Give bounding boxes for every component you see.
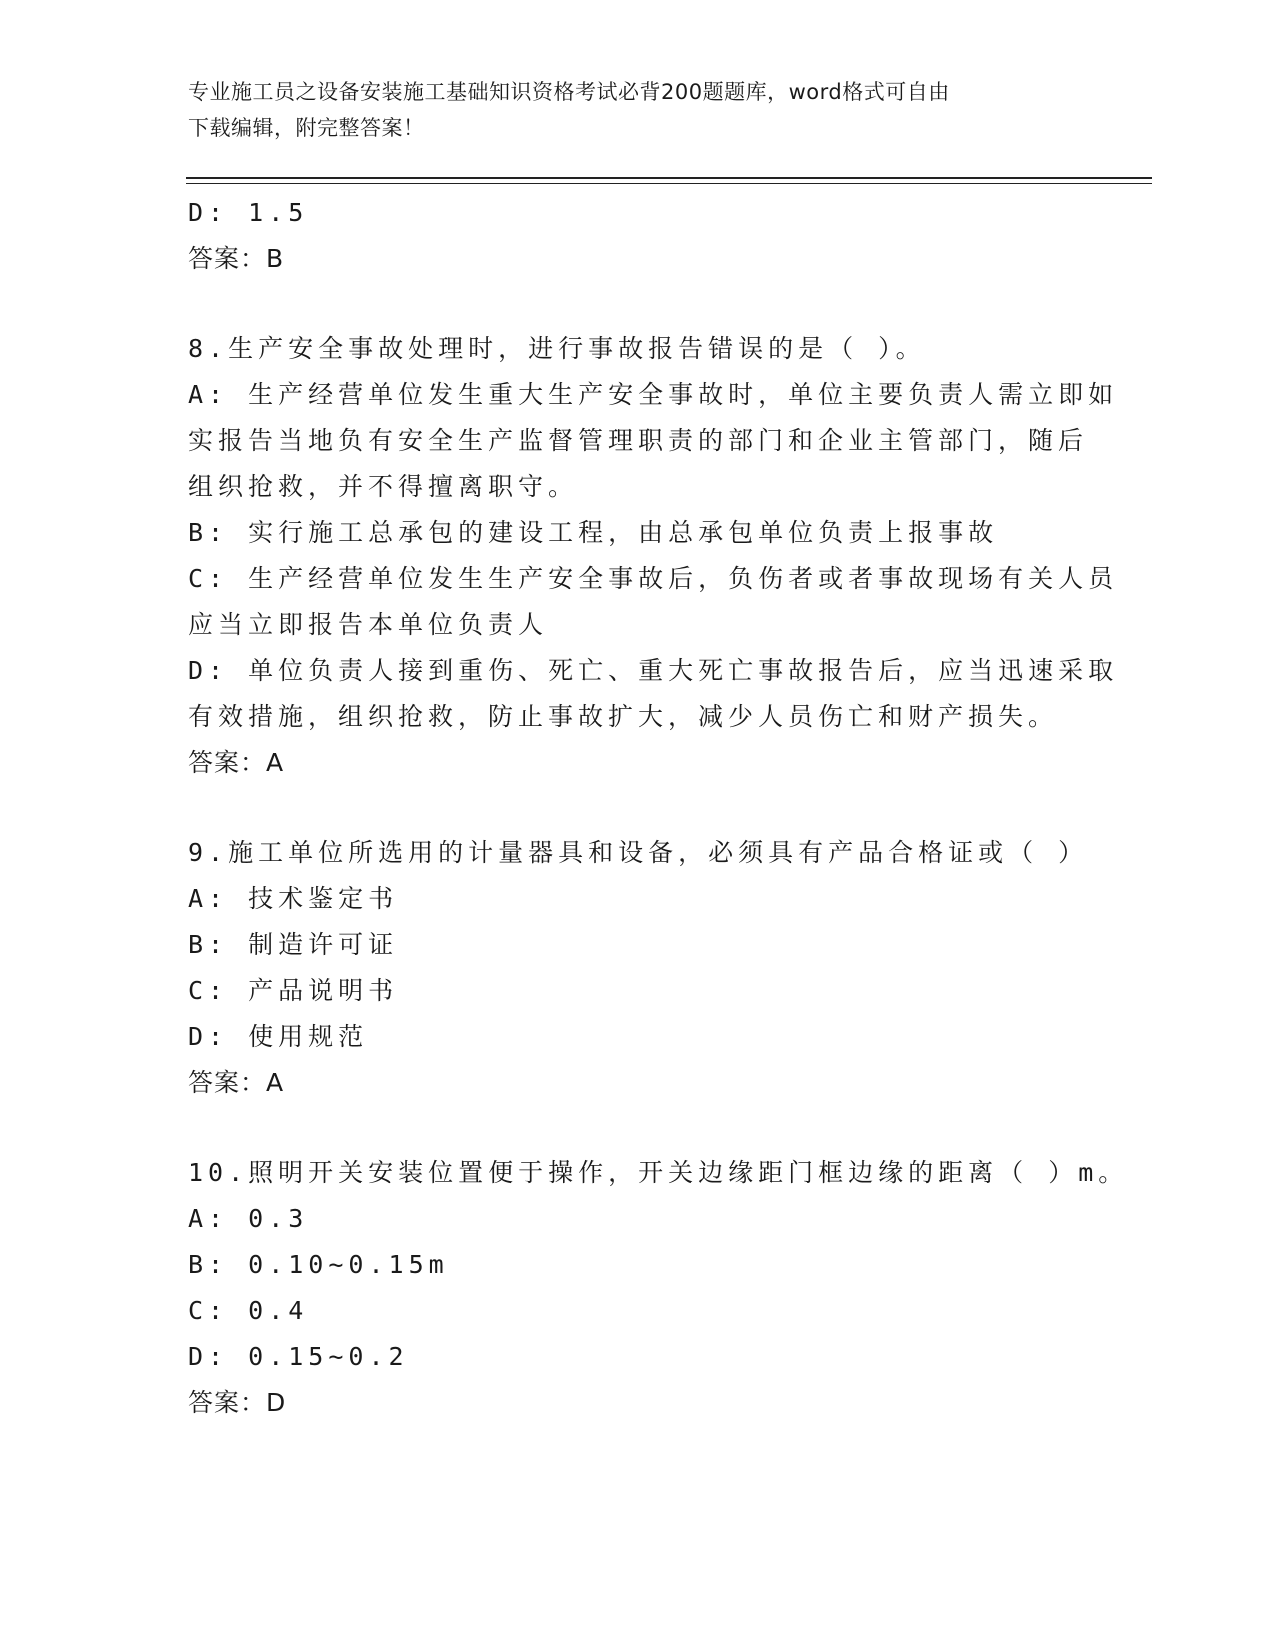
option-c: C: 0.4 (188, 1296, 309, 1325)
option-d-continued: 有效措施，组织抢救，防止事故扩大，减少人员伤亡和财产损失。 (188, 702, 1059, 731)
answer-line: 答案：B (188, 244, 285, 273)
option-b: B: 制造许可证 (188, 930, 399, 959)
option-a: A: 0.3 (188, 1204, 309, 1233)
document-body (188, 190, 1129, 1426)
option-c: C: 生产经营单位发生生产安全事故后，负伤者或者事故现场有关人员 (188, 564, 1119, 593)
option-b: B: 0.10~0.15m (188, 1250, 449, 1279)
document-header (188, 74, 1088, 146)
header-title-line-2: 下载编辑，附完整答案！ (188, 116, 425, 140)
option-d: D: 1.5 (188, 198, 309, 227)
answer-line: 答案：D (188, 1388, 287, 1417)
question-stem: 9.施工单位所选用的计量器具和设备，必须具有产品合格证或（ ） (188, 838, 1089, 867)
question-stem: 10.照明开关安装位置便于操作，开关边缘距门框边缘的距离（ ）m。 (188, 1158, 1129, 1187)
option-c-continued: 应当立即报告本单位负责人 (188, 610, 549, 639)
option-a: A: 生产经营单位发生重大生产安全事故时，单位主要负责人需立即如 (188, 380, 1119, 409)
option-a-continued: 组织抢救，并不得擅离职守。 (188, 472, 579, 501)
option-a-continued: 实报告当地负有安全生产监督管理职责的部门和企业主管部门，随后 (188, 426, 1089, 455)
option-d: D: 单位负责人接到重伤、死亡、重大死亡事故报告后，应当迅速采取 (188, 656, 1119, 685)
option-d: D: 使用规范 (188, 1022, 369, 1051)
question-8 (188, 326, 1119, 786)
header-divider-thin (186, 183, 1152, 184)
header-title-line-1: 专业施工员之设备安装施工基础知识资格考试必背200题题库，word格式可自由 (188, 80, 950, 104)
answer-line: 答案：A (188, 748, 285, 777)
option-d: D: 0.15~0.2 (188, 1342, 409, 1371)
option-c: C: 产品说明书 (188, 976, 399, 1005)
answer-line: 答案：A (188, 1068, 285, 1097)
question-9 (188, 830, 1088, 1106)
header-divider-thick (186, 177, 1152, 179)
option-b: B: 实行施工总承包的建设工程，由总承包单位负责上报事故 (188, 518, 999, 547)
option-a: A: 技术鉴定书 (188, 884, 399, 913)
spacer (188, 1106, 1088, 1150)
question-7-continued (188, 190, 1088, 282)
spacer (188, 786, 1088, 830)
spacer (188, 282, 1088, 326)
question-10 (188, 1150, 1129, 1426)
question-stem: 8.生产安全事故处理时，进行事故报告错误的是（ ）。 (188, 334, 926, 363)
